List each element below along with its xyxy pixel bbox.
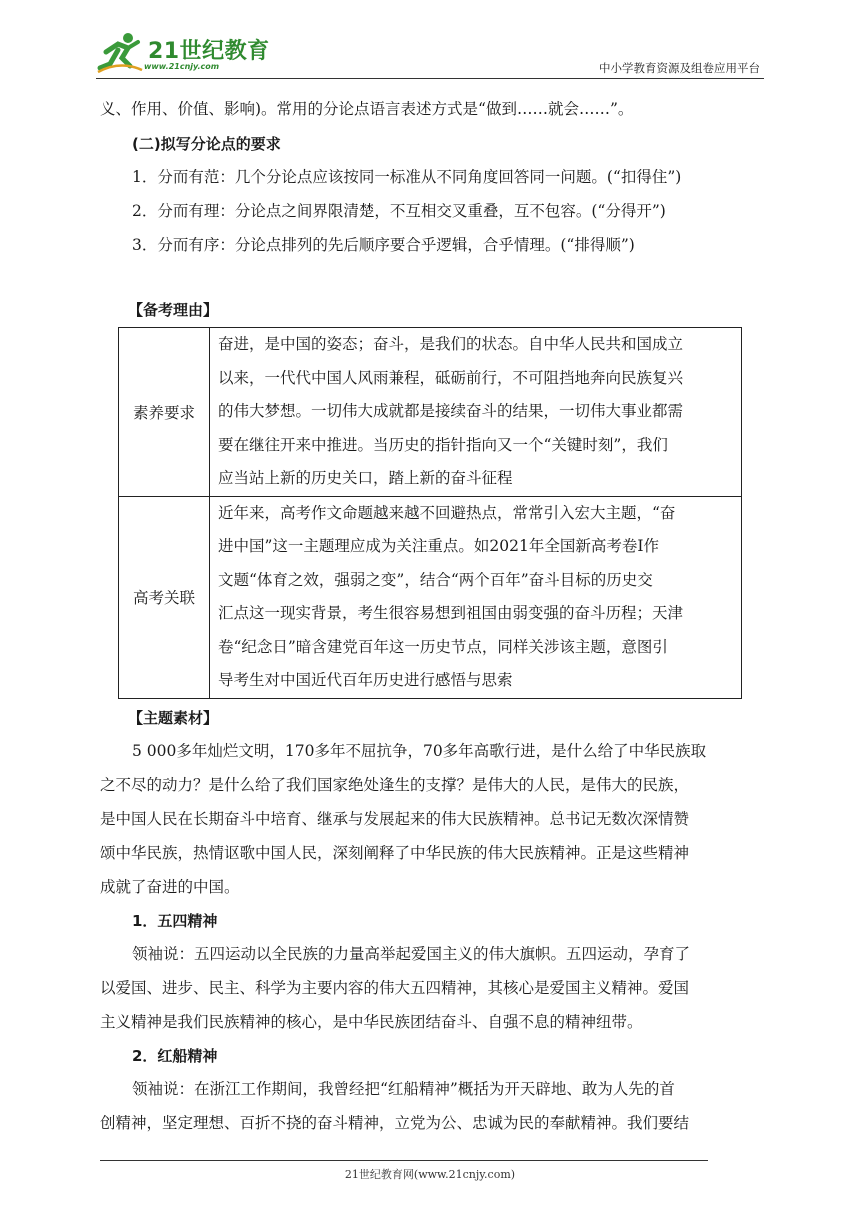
requirement-item: 2．分而有理：分论点之间界限清楚，不互相交叉重叠，互不包容。(“分得开”)	[132, 202, 666, 220]
paragraph-line: 以爱国、进步、民主、科学为主要内容的伟大五四精神，其核心是爱国主义精神。爱国	[100, 979, 690, 997]
paragraph-line: 创精神，坚定理想、百折不挠的奋斗精神，立党为公、忠诚为民的奉献精神。我们要结	[100, 1114, 690, 1132]
cell-line: 汇点这一现实背景，考生很容易想到祖国由弱变强的奋斗历程；天津	[218, 604, 684, 622]
row-content	[210, 496, 742, 698]
cell-line: 的伟大梦想。一切伟大成就都是接续奋斗的结果，一切伟大事业都需	[218, 402, 684, 420]
row-label: 高考关联	[119, 496, 210, 698]
logo-brand-text: 21世纪教育	[148, 39, 270, 64]
cell-line: 以来，一代代中国人风雨兼程，砥砺前行，不可阻挡地奔向民族复兴	[218, 368, 684, 387]
paragraph-line: 领袖说：在浙江工作期间，我曾经把“红船精神”概括为开天辟地、敢为人先的首	[132, 1080, 675, 1098]
paragraph-line: 颂中华民族，热情讴歌中国人民，深刻阐释了中华民族的伟大民族精神。正是这些精神	[100, 844, 690, 862]
footer-text[interactable]: 21世纪教育网(www.21cnjy.com)	[344, 1168, 516, 1181]
paragraph-line: 之不尽的动力？是什么给了我们国家绝处逢生的支撑？是伟大的人民，是伟大的民族，	[100, 776, 690, 794]
paragraph-line: 是中国人民在长期奋斗中培育、继承与发展起来的伟大民族精神。总书记无数次深情赞	[100, 810, 690, 828]
footer-divider	[100, 1160, 708, 1161]
row-content	[210, 328, 742, 497]
logo-url-text: www.21cnjy.com	[144, 62, 220, 71]
section-heading: 2．红船精神	[132, 1047, 218, 1065]
reason-table	[118, 327, 742, 699]
paragraph-line: 5 000多年灿烂文明，170多年不屈抗争，70多年高歌行进，是什么给了中华民族取	[132, 742, 707, 760]
paragraph-line: 成就了奋进的中国。	[100, 878, 240, 896]
paragraph-line: 领袖说：五四运动以全民族的力量高举起爱国主义的伟大旗帜。五四运动，孕育了	[132, 945, 691, 963]
paragraph-line: 主义精神是我们民族精神的核心，是中华民族团结奋斗、自强不息的精神纽带。	[100, 1013, 643, 1031]
runner-logo-icon	[96, 30, 144, 76]
beikao-heading: 【备考理由】	[128, 301, 219, 319]
platform-name: 中小学教育资源及组卷应用平台	[599, 61, 760, 75]
cell-line: 导考生对中国近代百年历史进行感悟与思索	[218, 671, 513, 689]
cell-line: 奋进，是中国的姿态；奋斗，是我们的状态。自中华人民共和国成立	[218, 335, 684, 353]
cell-line: 应当站上新的历史关口，踏上新的奋斗征程	[218, 469, 513, 487]
cell-line: 文题“体育之效，强弱之变”，结合“两个百年”奋斗目标的历史交	[218, 570, 653, 589]
row-label: 素养要求	[119, 328, 210, 497]
cell-line: 要在继往开来中推进。当历史的指针指向又一个“关键时刻”，我们	[218, 435, 668, 454]
site-logo[interactable]	[96, 30, 276, 76]
section-heading: 1．五四精神	[132, 912, 218, 930]
zhuti-heading: 【主题素材】	[128, 709, 219, 727]
requirement-item: 3．分而有序：分论点排列的先后顺序要合乎逻辑，合乎情理。(“排得顺”)	[132, 236, 635, 254]
cell-line: 进中国”这一主题理应成为关注重点。如2021年全国新高考卷Ⅰ作	[218, 537, 659, 555]
cell-line: 卷“纪念日”暗含建党百年这一历史节点，同样关涉该主题，意图引	[218, 637, 668, 656]
requirements-heading: (二)拟写分论点的要求	[132, 135, 281, 153]
table-row	[119, 328, 742, 497]
intro-line: 义、作用、价值、影响)。常用的分论点语言表述方式是“做到……就会……”。	[100, 100, 634, 118]
page-header	[96, 30, 764, 78]
table-row	[119, 496, 742, 698]
requirement-item: 1．分而有范：几个分论点应该按同一标准从不同角度回答同一问题。(“扣得住”)	[132, 168, 682, 186]
header-divider	[96, 78, 764, 79]
cell-line: 近年来，高考作文命题越来越不回避热点，常常引入宏大主题，“奋	[218, 503, 676, 522]
